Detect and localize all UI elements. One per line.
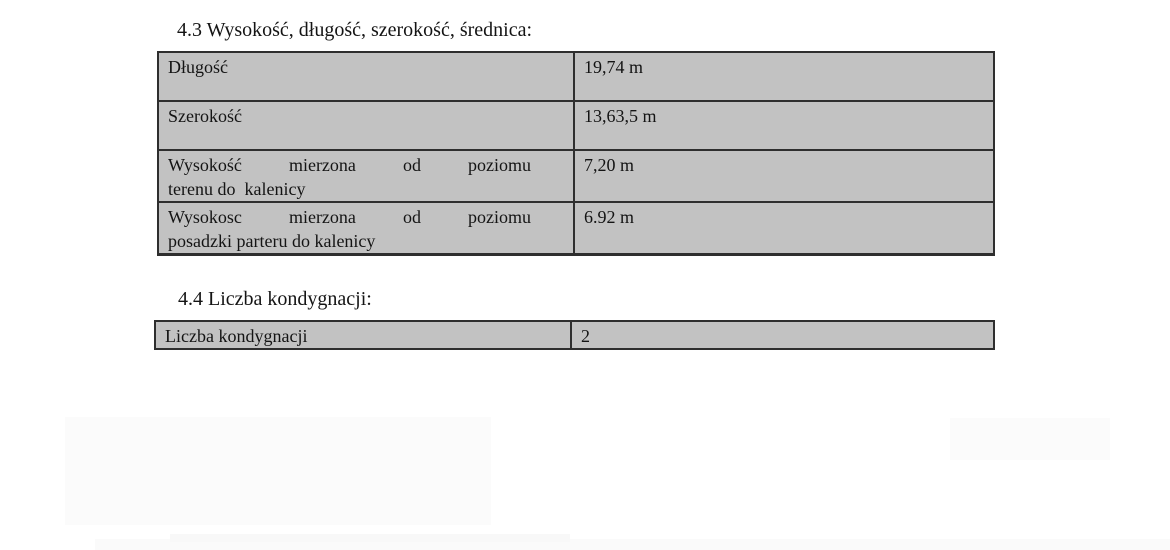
table-row [155,321,994,349]
label-cell [158,101,574,150]
label-line: terenu do kalenicy [168,179,306,199]
label-cell [158,202,574,255]
label-line: Szerokość [168,106,242,126]
label-cell [158,150,574,202]
value-cell: 13,63,5 m [574,101,994,150]
label-line: Wysokosc mierzona od poziomu [168,207,531,227]
table-row [158,150,994,202]
value-cell: 7,20 m [574,150,994,202]
storeys-table [154,320,995,350]
label-cell [158,52,574,101]
value-cell: 19,74 m [574,52,994,101]
table-row [158,202,994,255]
value-cell: 2 [571,321,994,349]
scan-artifact [170,534,570,542]
value-cell: 6.92 m [574,202,994,255]
table-row [158,101,994,150]
scan-artifact [95,539,1170,550]
section-4-4-heading: 4.4 Liczba kondygnacji: [178,288,372,310]
scan-artifact [65,417,491,525]
section-4-3-heading: 4.3 Wysokość, długość, szerokość, średnica: [177,19,533,41]
label-line: Długość [168,57,228,77]
label-line: Wysokość mierzona od poziomu [168,155,531,175]
label-cell: Liczba kondygnacji [155,321,571,349]
dimensions-table [157,51,995,256]
label-line: posadzki parteru do kalenicy [168,231,376,251]
table-row [158,52,994,101]
scan-artifact [950,418,1110,460]
